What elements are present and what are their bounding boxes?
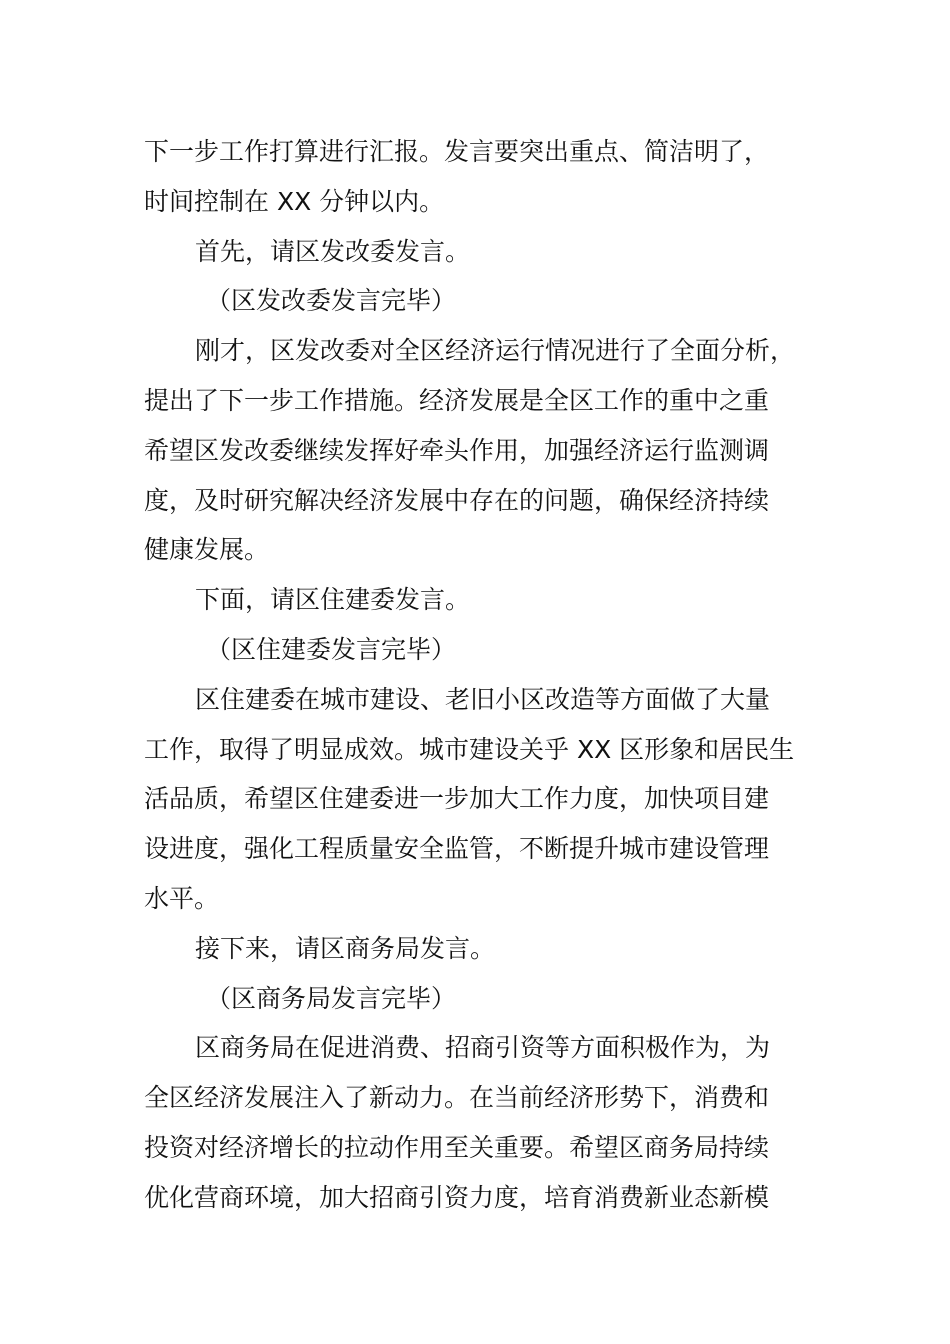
stage-note: （区发改委发言完毕） xyxy=(206,286,457,316)
text-line: 健康发展。 xyxy=(144,535,270,565)
text-line: 投资对经济增长的拉动作用至关重要。希望区商务局持续 xyxy=(144,1132,770,1162)
paragraph-start: 下面，请区住建委发言。 xyxy=(195,585,471,615)
stage-note: （区商务局发言完毕） xyxy=(206,983,457,1013)
text-line: 度，及时研究解决经济发展中存在的问题，确保经济持续 xyxy=(144,485,770,515)
text-line: 下一步工作打算进行汇报。发言要突出重点、简洁明了， xyxy=(144,137,770,166)
text-line: 希望区发改委继续发挥好牵头作用，加强经济运行监测调 xyxy=(144,435,770,465)
text-line: 设进度，强化工程质量安全监管，不断提升城市建设管理 xyxy=(144,834,770,864)
text-line: 全区经济发展注入了新动力。在当前经济形势下，消费和 xyxy=(144,1083,770,1113)
stage-note: （区住建委发言完毕） xyxy=(206,634,457,664)
paragraph-start: 区商务局在促进消费、招商引资等方面积极作为，为 xyxy=(195,1033,771,1063)
paragraph-start: 接下来，请区商务局发言。 xyxy=(195,933,496,963)
text-line: 时间控制在 XX 分钟以内。 xyxy=(144,186,445,216)
text-line: 提出了下一步工作措施。经济发展是全区工作的重中之重 xyxy=(144,385,770,415)
text-line: 水平。 xyxy=(144,883,220,913)
text-line: 工作，取得了明显成效。城市建设关乎 XX 区形象和居民生 xyxy=(144,734,795,764)
paragraph-start: 首先，请区发改委发言。 xyxy=(195,236,471,266)
text-line: 活品质，希望区住建委进一步加大工作力度，加快项目建 xyxy=(144,784,770,814)
paragraph-start: 区住建委在城市建设、老旧小区改造等方面做了大量 xyxy=(195,684,771,714)
document-body xyxy=(144,127,814,1223)
text-line: 优化营商环境，加大招商引资力度，培育消费新业态新模 xyxy=(144,1182,770,1212)
paragraph-start: 刚才，区发改委对全区经济运行情况进行了全面分析， xyxy=(195,336,796,366)
